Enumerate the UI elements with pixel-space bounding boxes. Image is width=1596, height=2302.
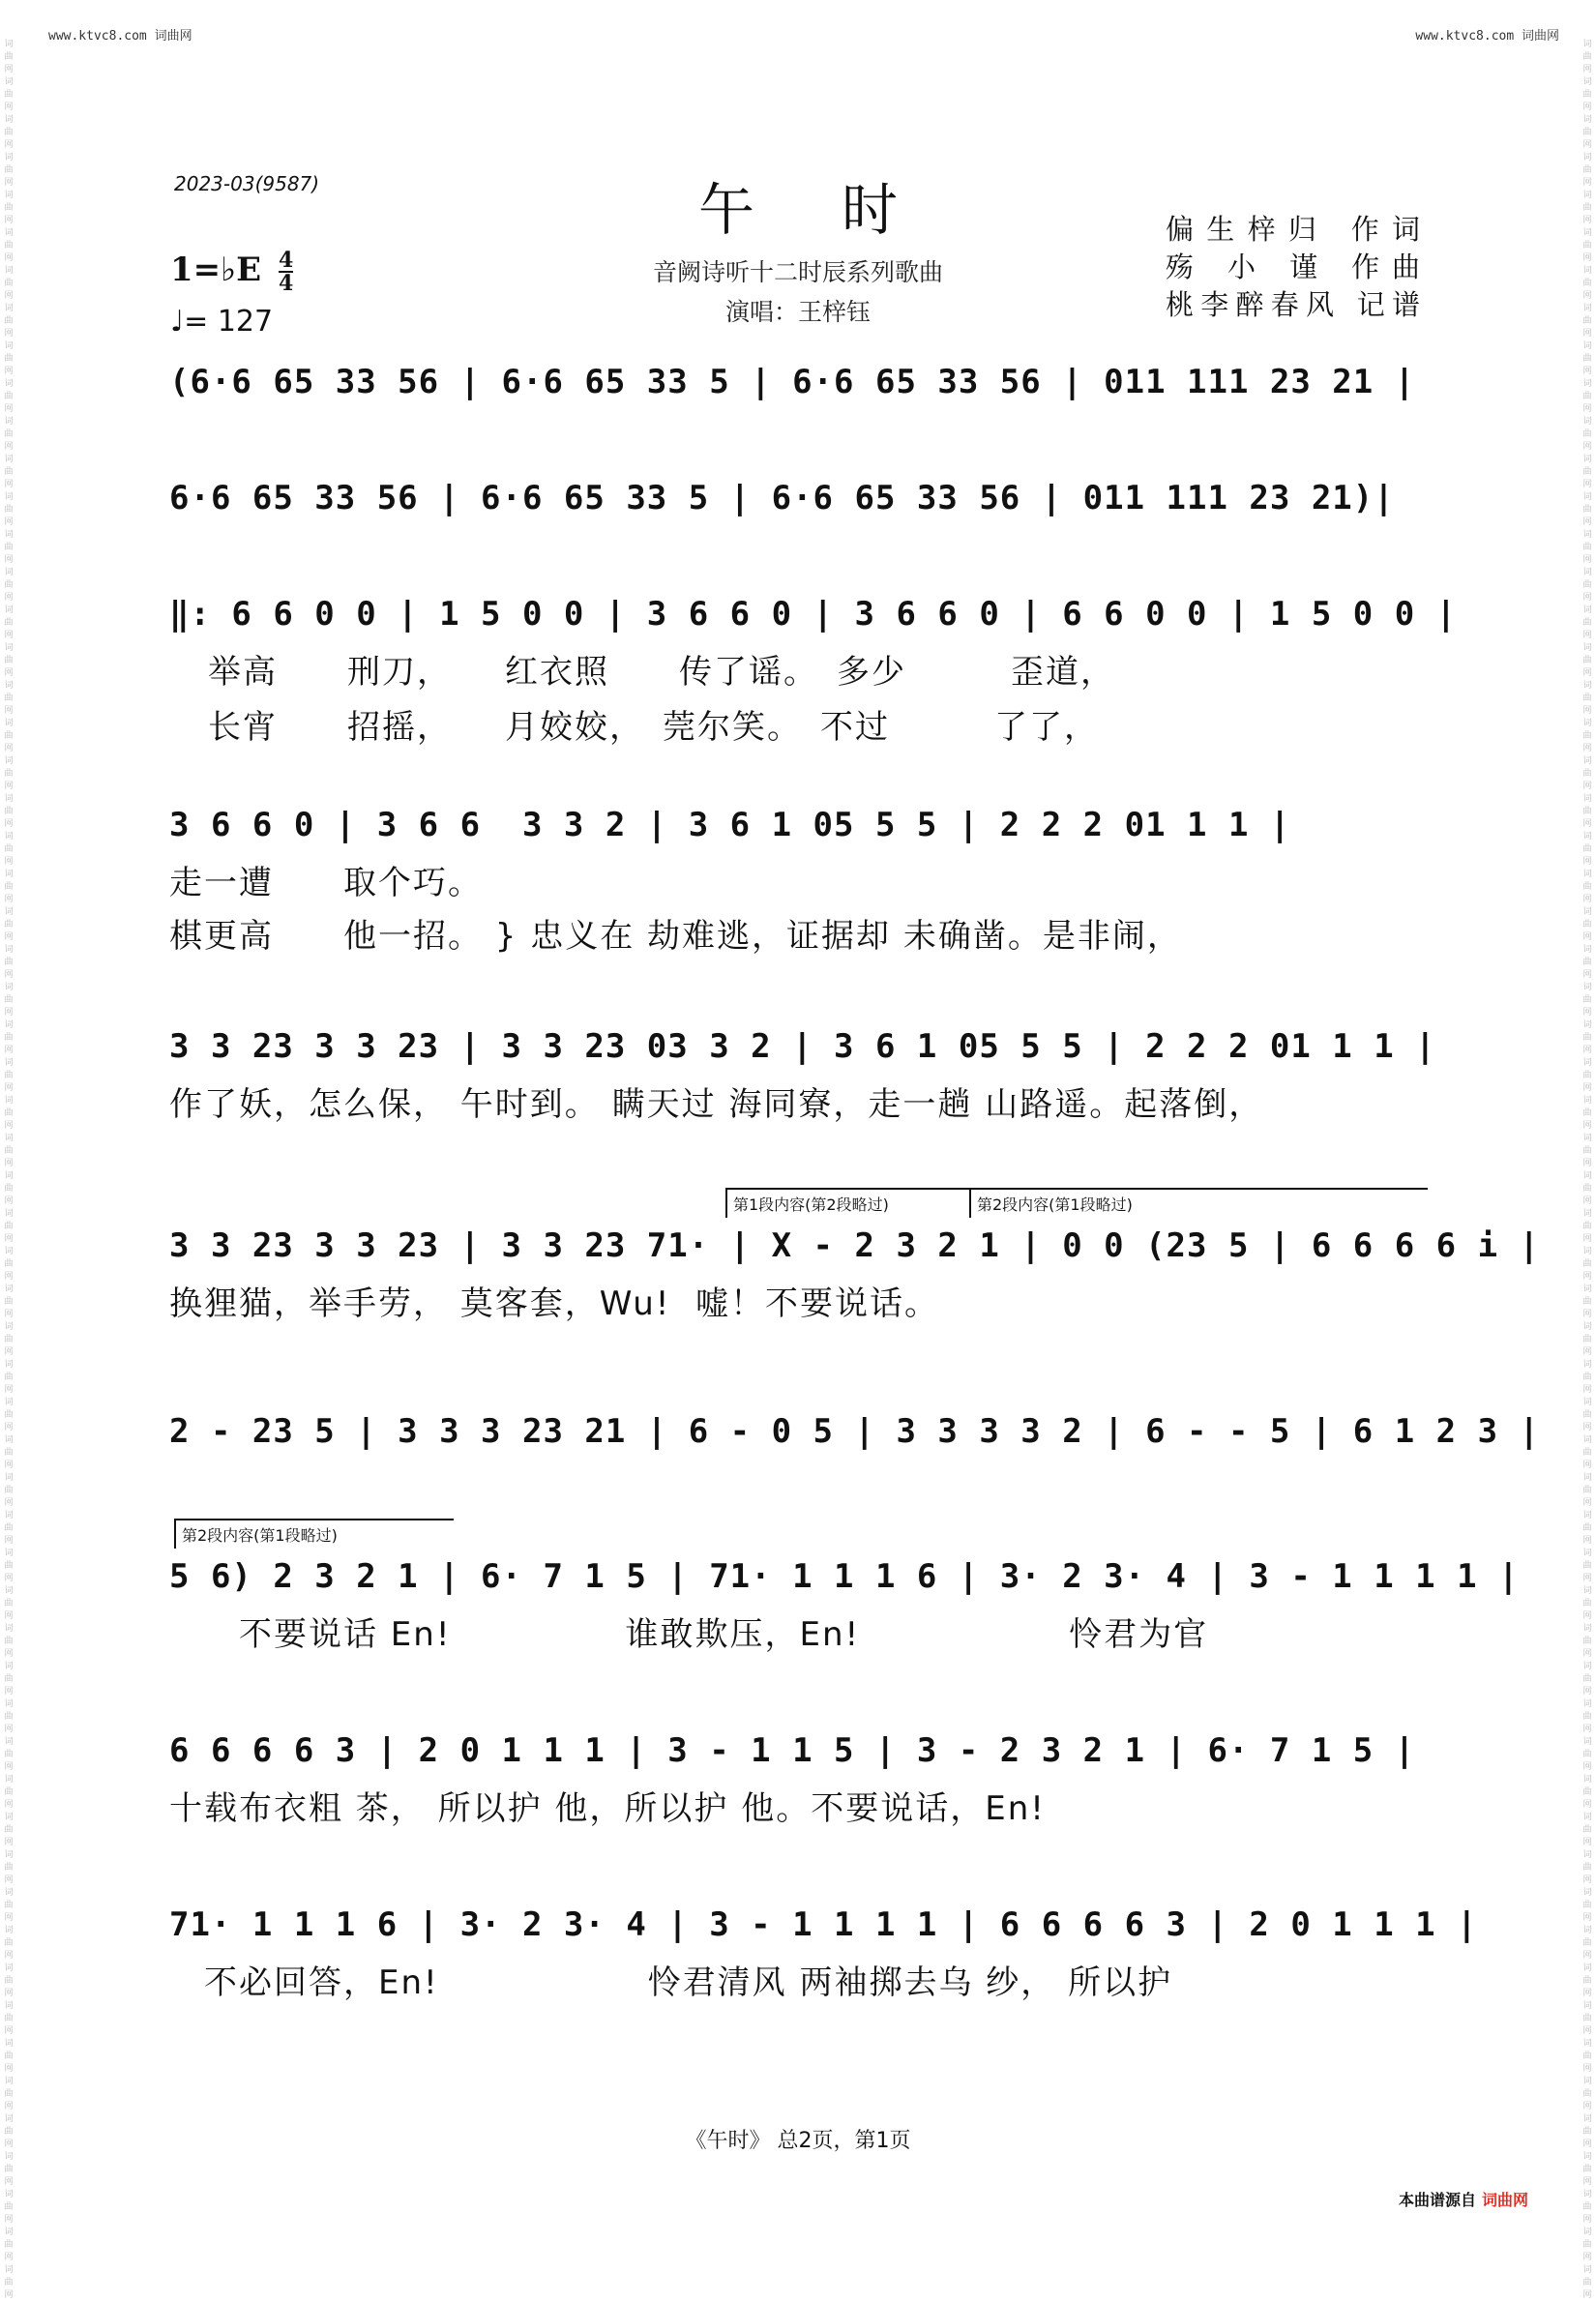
- source-site: 词曲网: [1481, 2191, 1528, 2209]
- lyric-line: 十载布衣粗 茶， 所以护 他，所以护 他。不要说话，En!: [169, 1789, 1046, 1828]
- lyric-line: 不要说话 En! 谁敢欺压，En! 怜君为官: [169, 1615, 1209, 1654]
- score-row-7: [169, 1412, 1541, 1451]
- score-row-9: [169, 1731, 1427, 1829]
- score-row-6: [169, 1226, 1541, 1324]
- key-label: 1=♭E: [170, 251, 262, 289]
- score-row-8: [169, 1557, 1520, 1655]
- lyricist-credit: 偏生梓归 作词: [1166, 213, 1422, 246]
- credits: [1166, 211, 1422, 324]
- transcriber-credit: 桃李醉春风 记谱: [1166, 288, 1422, 321]
- score-row-10: [169, 1905, 1478, 2003]
- lyric-verse-2: 长宵 招摇， 月姣姣， 莞尔笑。 不过 了了，: [208, 708, 1099, 747]
- notation-line: ‖: 6 6 0 0 | 1 5 0 0 | 3 6 6 0 | 3 6 6 0 | 6 6 0 0 | 1 5 0 0 |: [169, 595, 1458, 634]
- notation-line: 6 6 6 6 3 | 2 0 1 1 1 | 3 - 1 1 5 | 3 - 2 3 2 1 | 6· 7 1 5 |: [169, 1731, 1416, 1770]
- date-code: 2023-03(9587): [174, 172, 320, 195]
- score-row-4: [169, 806, 1427, 957]
- top-left-watermark: www.ktvc8.com 词曲网: [48, 29, 192, 44]
- notation-line: 3 3 23 3 3 23 | 3 3 23 71· | X - 2 3 2 1 | 0 0 (23 5 | 6 6 6 6 i |: [169, 1226, 1541, 1265]
- time-bottom: 4: [278, 271, 294, 296]
- page-footer: 《午时》 总2页，第1页: [685, 2129, 911, 2153]
- volta-second-ending-b: 第2段内容(第1段略过): [174, 1519, 454, 1549]
- lyric-line: 换狸猫，举手劳， 莫客套，Wu! 嘘！不要说话。: [169, 1284, 940, 1323]
- time-signature: [279, 250, 293, 294]
- lyric-verse-1: 走一遭 取个巧。: [169, 864, 483, 902]
- notation-line: 3 3 23 3 3 23 | 3 3 23 03 3 2 | 3 6 1 05 5 5 | 2 2 2 01 1 1 |: [169, 1027, 1436, 1066]
- volta-second-ending: 第2段内容(第1段略过): [969, 1188, 1428, 1218]
- source-credit: [1399, 2188, 1528, 2210]
- notation-line: 6·6 65 33 56 | 6·6 65 33 5 | 6·6 65 33 56 | 011 111 23 21)|: [169, 479, 1395, 517]
- notation-line: 3 6 6 0 | 3 6 6 3 3 2 | 3 6 1 05 5 5 | 2 2 2 01 1 1 |: [169, 806, 1291, 844]
- singer: 演唱：王梓钰: [724, 298, 871, 326]
- tempo: ♩= 127: [170, 305, 274, 339]
- lyric-line: 作了妖，怎么保， 午时到。 瞒天过 海同寮，走一趟 山路遥。起落倒，: [169, 1085, 1264, 1124]
- score-row-2: [169, 479, 1427, 517]
- key-signature: [170, 250, 293, 294]
- notation-line: 2 - 23 5 | 3 3 3 23 21 | 6 - 0 5 | 3 3 3 3 2 | 6 - - 5 | 6 1 2 3 |: [169, 1412, 1541, 1451]
- notation-line: (6·6 65 33 56 | 6·6 65 33 5 | 6·6 65 33 56 | 011 111 23 21 |: [169, 363, 1416, 401]
- score-row-1: [169, 363, 1427, 401]
- score-row-3: [169, 595, 1458, 748]
- right-side-watermark: 词曲网词曲网词曲网词曲网词曲网词曲网词曲网词曲网词曲网词曲网词曲网词曲网词曲网词曲网词曲网词曲网词曲网词曲网词曲网词曲网词曲网词曲网词曲网词曲网词曲网词曲网词曲网词曲网词曲网词曲网词曲网词曲网词曲网词曲网词曲网词曲网词曲网词曲网词曲网词曲网词曲网词曲网词曲网词曲网词曲网词曲网词曲网词曲网词曲网词曲网词曲网词曲网词曲网词曲网词曲网词曲网词曲网词曲网词曲网词曲网: [1582, 40, 1592, 2300]
- composer-credit: 殇 小 谨 作曲: [1166, 251, 1422, 283]
- source-label: 本曲谱源自: [1398, 2191, 1476, 2209]
- lyric-verse-1: 举高 刑刀， 红衣照 传了谣。 多少 歪道，: [208, 653, 1115, 692]
- subtitle: 音阙诗听十二时辰系列歌曲: [652, 258, 943, 286]
- song-title: 午时: [697, 177, 985, 243]
- time-top: 4: [278, 248, 294, 273]
- left-side-watermark: 词曲网词曲网词曲网词曲网词曲网词曲网词曲网词曲网词曲网词曲网词曲网词曲网词曲网词曲网词曲网词曲网词曲网词曲网词曲网词曲网词曲网词曲网词曲网词曲网词曲网词曲网词曲网词曲网词曲网词曲网词曲网词曲网词曲网词曲网词曲网词曲网词曲网词曲网词曲网词曲网词曲网词曲网词曲网词曲网词曲网词曲网词曲网词曲网词曲网词曲网词曲网词曲网词曲网词曲网词曲网词曲网词曲网词曲网词曲网词曲网: [4, 40, 14, 2300]
- top-right-watermark: www.ktvc8.com 词曲网: [1415, 29, 1559, 44]
- notation-line: 71· 1 1 1 6 | 3· 2 3· 4 | 3 - 1 1 1 1 | 6 6 6 6 3 | 2 0 1 1 1 |: [169, 1905, 1478, 1944]
- lyric-line: 不必回答，En! 怜君清风 两袖掷去乌 纱， 所以护: [169, 1963, 1173, 2002]
- score-row-5: [169, 1027, 1436, 1125]
- volta-first-ending: 第1段内容(第2段略过): [725, 1188, 976, 1218]
- notation-line: 5 6) 2 3 2 1 | 6· 7 1 5 | 71· 1 1 1 6 | 3· 2 3· 4 | 3 - 1 1 1 1 |: [169, 1557, 1520, 1596]
- lyric-verse-2: 棋更高 他一招。 } 忠义在 劫难逃，证据却 未确凿。是非闹，: [169, 917, 1182, 956]
